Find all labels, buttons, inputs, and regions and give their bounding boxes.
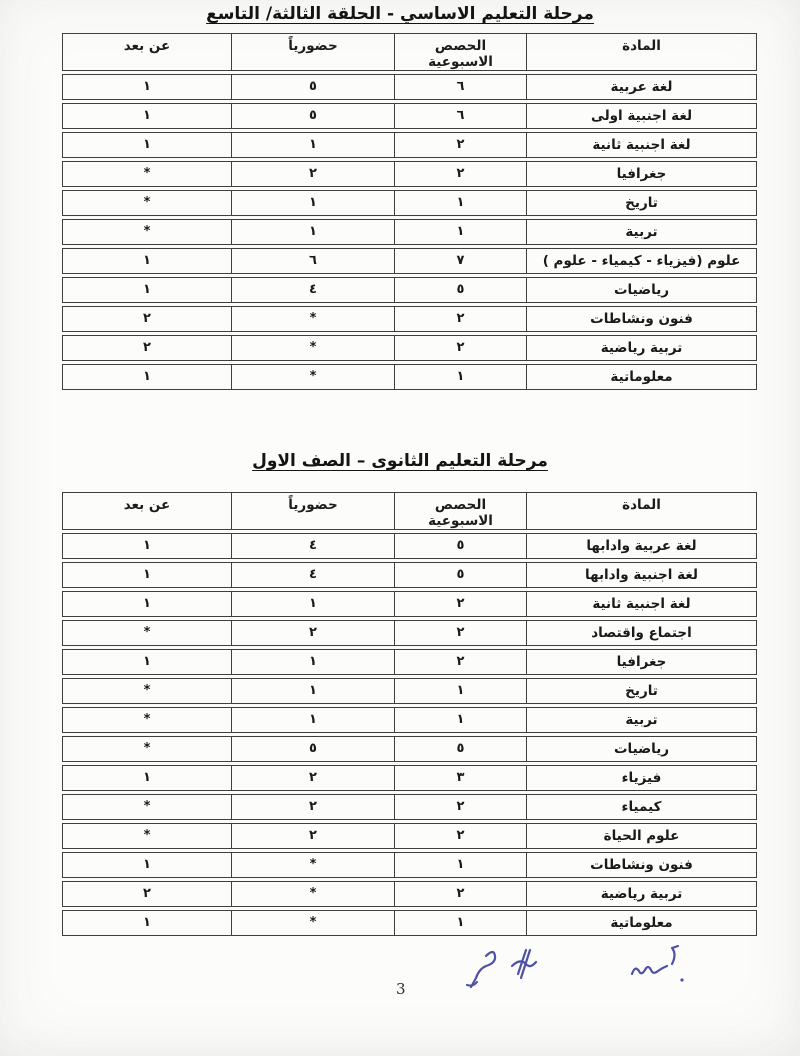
value-cell: ٢ xyxy=(231,162,394,186)
table-row xyxy=(62,881,757,907)
value-cell: * xyxy=(231,307,394,331)
value-cell: * xyxy=(231,853,394,877)
value-cell: ١ xyxy=(143,654,151,669)
value-cell: ٧ xyxy=(394,249,526,273)
table-row xyxy=(62,794,757,820)
value-cell: ٦ xyxy=(394,75,526,99)
subject-cell: اجتماع واقتصاد xyxy=(526,621,756,645)
header-in-person: حضورياً xyxy=(231,493,394,529)
table-row xyxy=(62,335,757,361)
value-cell: ١ xyxy=(394,220,526,244)
subject-cell: لغة اجنبية وادابها xyxy=(526,563,756,587)
value-cell: ١ xyxy=(143,282,151,297)
value-cell: ١ xyxy=(231,220,394,244)
subject-cell: تربية xyxy=(526,708,756,732)
value-cell: ١ xyxy=(231,592,394,616)
subject-cell: رياضيات xyxy=(526,278,756,302)
table-row xyxy=(62,765,757,791)
table-row xyxy=(62,306,757,332)
basic-education-table xyxy=(62,33,757,390)
value-cell: ٢ xyxy=(143,311,151,326)
secondary-education-table xyxy=(62,492,757,936)
subject-cell: جغرافيا xyxy=(526,162,756,186)
subject-cell: تربية رياضية xyxy=(526,336,756,360)
header-in-person: حضورياً xyxy=(231,34,394,70)
value-cell: * xyxy=(143,166,151,181)
value-cell: ١ xyxy=(394,853,526,877)
header-weekly-lessons: الحصص الاسبوعية xyxy=(394,34,526,70)
value-cell: ١ xyxy=(394,708,526,732)
value-cell: ٢ xyxy=(143,340,151,355)
table-row xyxy=(62,277,757,303)
table-row xyxy=(62,562,757,588)
subject-cell: فنون ونشاطات xyxy=(526,307,756,331)
value-cell: ٥ xyxy=(394,278,526,302)
subject-cell: علوم (فيزياء - كيمياء - علوم ) xyxy=(526,249,756,273)
value-cell: ٢ xyxy=(231,824,394,848)
value-cell: ٢ xyxy=(394,307,526,331)
ink-squiggle-1 xyxy=(471,952,495,987)
subject-cell: تاريخ xyxy=(526,191,756,215)
table-row xyxy=(62,678,757,704)
value-cell: ٣ xyxy=(394,766,526,790)
value-cell: ٥ xyxy=(231,75,394,99)
subject-cell: تاريخ xyxy=(526,679,756,703)
value-cell: ٢ xyxy=(394,162,526,186)
value-cell: ١ xyxy=(143,79,151,94)
section-title-secondary-education: مرحلة التعليم الثانوى – الصف الاول xyxy=(252,451,548,471)
table-row xyxy=(62,910,757,936)
table-row xyxy=(62,620,757,646)
subject-cell: تربية رياضية xyxy=(526,882,756,906)
subject-cell: تربية xyxy=(526,220,756,244)
subject-cell: جغرافيا xyxy=(526,650,756,674)
table-row xyxy=(62,103,757,129)
value-cell: ١ xyxy=(143,770,151,785)
table-row xyxy=(62,852,757,878)
table-row xyxy=(62,707,757,733)
value-cell: ١ xyxy=(231,708,394,732)
ink-squiggle-2 xyxy=(512,950,536,978)
value-cell: ٢ xyxy=(394,133,526,157)
value-cell: ٤ xyxy=(231,278,394,302)
value-cell: ٢ xyxy=(394,336,526,360)
header-remote: عن بعد xyxy=(123,497,171,513)
value-cell: ٥ xyxy=(394,737,526,761)
subject-cell: لغة اجنبية ثانية xyxy=(526,592,756,616)
value-cell: * xyxy=(231,882,394,906)
table-row xyxy=(62,736,757,762)
value-cell: ١ xyxy=(143,567,151,582)
value-cell: ٤ xyxy=(231,563,394,587)
value-cell: * xyxy=(231,336,394,360)
table-header-row xyxy=(62,33,757,71)
ink-dot xyxy=(680,978,683,981)
value-cell: ٢ xyxy=(394,882,526,906)
value-cell: ٥ xyxy=(231,737,394,761)
value-cell: ١ xyxy=(394,365,526,389)
header-subject: المادة xyxy=(526,34,756,70)
table-row xyxy=(62,161,757,187)
page-number: 3 xyxy=(396,980,406,998)
ink-squiggle-3 xyxy=(632,966,667,974)
section-title-basic-education: مرحلة التعليم الاساسي - الحلقة الثالثة/ التاسع xyxy=(206,4,594,24)
value-cell: * xyxy=(143,625,151,640)
table-row xyxy=(62,649,757,675)
header-subject: المادة xyxy=(526,493,756,529)
value-cell: * xyxy=(143,195,151,210)
table-body xyxy=(62,533,757,936)
subject-cell: معلوماتية xyxy=(526,365,756,389)
value-cell: ٦ xyxy=(394,104,526,128)
value-cell: ٢ xyxy=(394,650,526,674)
value-cell: ٢ xyxy=(394,592,526,616)
subject-cell: لغة اجنبية اولى xyxy=(526,104,756,128)
value-cell: ٥ xyxy=(394,563,526,587)
subject-cell: لغة عربية xyxy=(526,75,756,99)
value-cell: * xyxy=(143,712,151,727)
value-cell: ١ xyxy=(143,137,151,152)
header-remote: عن بعد xyxy=(123,38,171,54)
value-cell: ١ xyxy=(231,191,394,215)
value-cell: ١ xyxy=(143,857,151,872)
value-cell: ٢ xyxy=(394,824,526,848)
table-row xyxy=(62,823,757,849)
table-row xyxy=(62,364,757,390)
value-cell: ١ xyxy=(394,191,526,215)
table-row xyxy=(62,591,757,617)
value-cell: * xyxy=(143,799,151,814)
table-row xyxy=(62,219,757,245)
value-cell: ١ xyxy=(394,679,526,703)
subject-cell: لغة اجنبية ثانية xyxy=(526,133,756,157)
subject-cell: معلوماتية xyxy=(526,911,756,935)
value-cell: ١ xyxy=(394,911,526,935)
value-cell: * xyxy=(231,365,394,389)
value-cell: ٢ xyxy=(394,621,526,645)
value-cell: * xyxy=(143,828,151,843)
subject-cell: فنون ونشاطات xyxy=(526,853,756,877)
value-cell: * xyxy=(143,741,151,756)
value-cell: ٥ xyxy=(231,104,394,128)
subject-cell: لغة عربية وادابها xyxy=(526,534,756,558)
value-cell: ١ xyxy=(143,596,151,611)
value-cell: * xyxy=(231,911,394,935)
subject-cell: فيزياء xyxy=(526,766,756,790)
value-cell: ٢ xyxy=(231,795,394,819)
value-cell: ١ xyxy=(143,369,151,384)
subject-cell: علوم الحياة xyxy=(526,824,756,848)
value-cell: ١ xyxy=(231,679,394,703)
value-cell: ٦ xyxy=(231,249,394,273)
table-header-row xyxy=(62,492,757,530)
handwritten-signature xyxy=(420,936,720,1006)
header-weekly-lessons: الحصص الاسبوعية xyxy=(394,493,526,529)
table-row xyxy=(62,533,757,559)
value-cell: * xyxy=(143,683,151,698)
table-row xyxy=(62,190,757,216)
value-cell: ١ xyxy=(143,108,151,123)
table-body xyxy=(62,74,757,390)
value-cell: ٢ xyxy=(143,886,151,901)
table-row xyxy=(62,74,757,100)
value-cell: ٢ xyxy=(231,766,394,790)
table-row xyxy=(62,248,757,274)
value-cell: ١ xyxy=(143,538,151,553)
value-cell: ٥ xyxy=(394,534,526,558)
value-cell: ٤ xyxy=(231,534,394,558)
value-cell: ٢ xyxy=(231,621,394,645)
value-cell: ١ xyxy=(143,253,151,268)
table-row xyxy=(62,132,757,158)
subject-cell: رياضيات xyxy=(526,737,756,761)
value-cell: ١ xyxy=(231,650,394,674)
subject-cell: كيمياء xyxy=(526,795,756,819)
value-cell: ١ xyxy=(231,133,394,157)
value-cell: ٢ xyxy=(394,795,526,819)
value-cell: * xyxy=(143,224,151,239)
value-cell: ١ xyxy=(143,915,151,930)
ink-squiggle-3b xyxy=(672,946,678,964)
